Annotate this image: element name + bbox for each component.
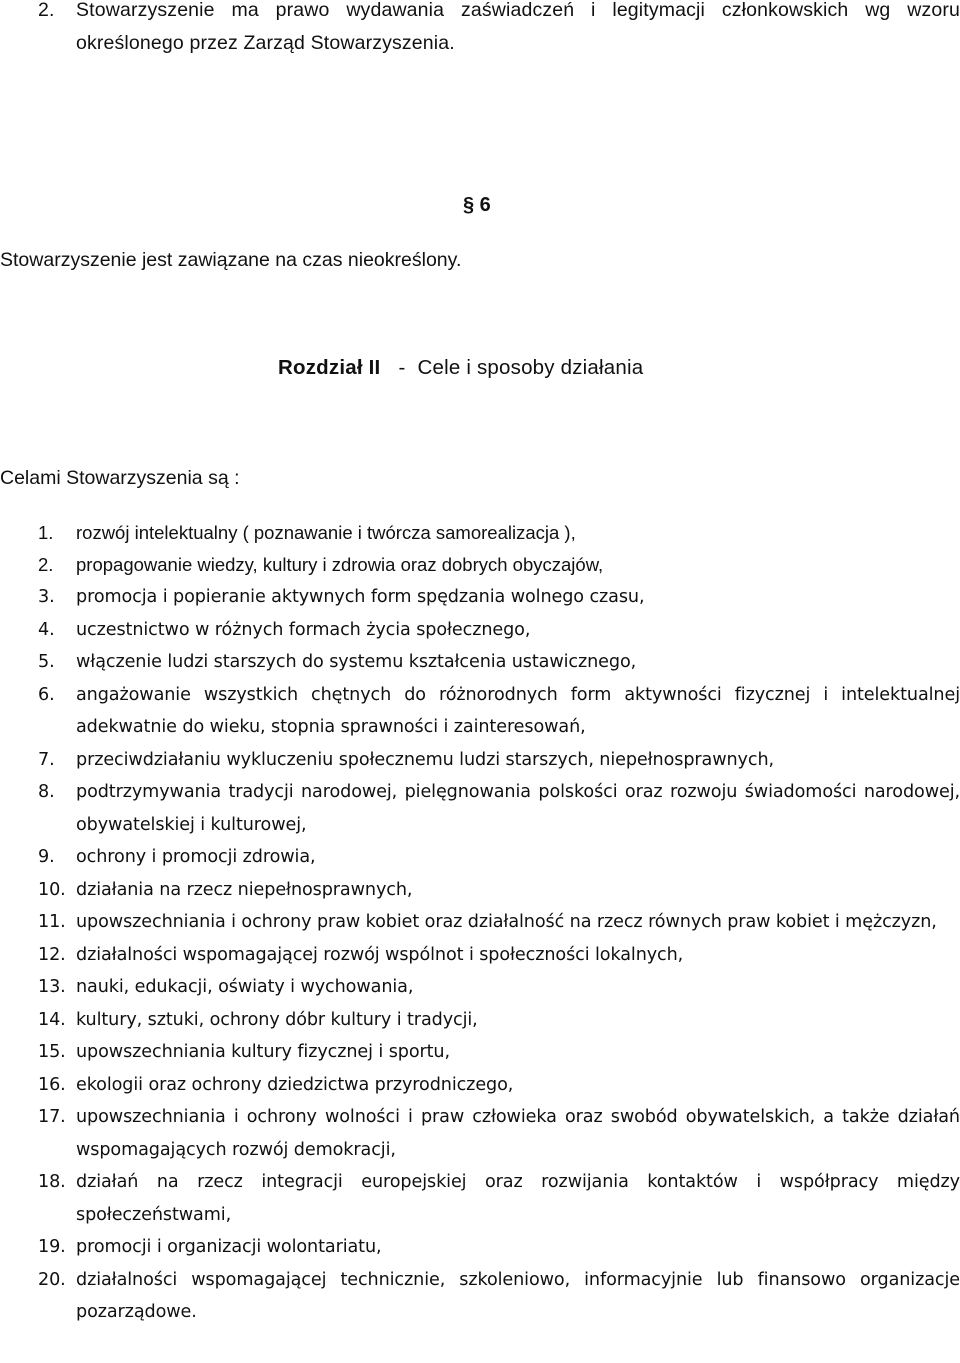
chapter-dash: - xyxy=(398,356,406,379)
list-item xyxy=(0,1004,960,1037)
list-item xyxy=(0,1264,960,1329)
list-item-number: 2. xyxy=(38,554,54,575)
goals-list xyxy=(0,517,960,581)
list-item-number: 2. xyxy=(38,0,55,21)
list-item-number: 4. xyxy=(38,619,55,640)
list-item xyxy=(0,0,960,60)
list-item xyxy=(0,549,960,581)
list-item xyxy=(0,939,960,972)
list-item-text: Stowarzyszenie ma prawo wydawania zaświadczeń i legitymacji członkowskich wg wzoru określonego przez Zarząd Stowarzyszenia. xyxy=(76,0,960,54)
list-item-text: ochrony i promocji zdrowia, xyxy=(76,847,316,867)
list-item-number: 19. xyxy=(38,1237,66,1257)
list-item xyxy=(0,1069,960,1102)
goals-list-continued xyxy=(0,581,960,1329)
list-item-text: włączenie ludzi starszych do systemu kształcenia ustawicznego, xyxy=(76,652,637,672)
list-item xyxy=(0,1036,960,1069)
membership-list xyxy=(0,0,960,60)
list-item-number: 18. xyxy=(38,1172,66,1192)
list-item-number: 16. xyxy=(38,1074,66,1095)
list-item xyxy=(0,517,960,549)
list-item-text: przeciwdziałaniu wykluczeniu społecznemu ludzi starszych, niepełnosprawnych, xyxy=(76,749,774,770)
list-item-number: 3. xyxy=(38,587,55,607)
list-item-number: 12. xyxy=(38,944,66,965)
list-item-number: 8. xyxy=(38,782,55,802)
list-item xyxy=(0,1166,960,1231)
list-item-text: ekologii oraz ochrony dziedzictwa przyrodniczego, xyxy=(76,1074,514,1095)
chapter-title: Cele i sposoby działania xyxy=(417,356,644,379)
list-item xyxy=(0,646,960,679)
list-item-number: 5. xyxy=(38,652,55,672)
list-item xyxy=(0,744,960,777)
list-item-number: 10. xyxy=(38,879,66,900)
list-item-number: 13. xyxy=(38,977,66,997)
list-item xyxy=(0,679,960,744)
list-item xyxy=(0,971,960,1004)
list-item-text: działania na rzecz niepełnosprawnych, xyxy=(76,879,413,900)
list-item-text: kultury, sztuki, ochrony dóbr kultury i tradycji, xyxy=(76,1009,478,1030)
list-item-text: upowszechniania kultury fizycznej i sportu, xyxy=(76,1042,450,1062)
list-item-number: 6. xyxy=(38,684,55,705)
list-item-number: 15. xyxy=(38,1042,66,1062)
list-item-text: uczestnictwo w różnych formach życia społecznego, xyxy=(76,619,531,640)
list-item xyxy=(0,874,960,907)
list-item xyxy=(0,841,960,874)
list-item-text: nauki, edukacji, oświaty i wychowania, xyxy=(76,977,414,997)
list-item-number: 9. xyxy=(38,847,55,867)
list-item-number: 11. xyxy=(38,912,66,932)
list-item-number: 14. xyxy=(38,1009,66,1030)
list-item-text: propagowanie wiedzy, kultury i zdrowia oraz dobrych obyczajów, xyxy=(76,554,604,575)
list-item-text: promocja i popieranie aktywnych form spędzania wolnego czasu, xyxy=(76,587,645,607)
list-item xyxy=(0,614,960,647)
list-item-number: 20. xyxy=(38,1269,66,1290)
list-item-text: działań na rzecz integracji europejskiej oraz rozwijania kontaktów i współpracy między społeczeństwami, xyxy=(76,1172,960,1225)
chapter-heading xyxy=(278,352,643,384)
list-item-text: upowszechniania i ochrony wolności i praw człowieka oraz swobód obywatelskich, a także działań wspomagających rozwój demokracji, xyxy=(76,1107,960,1160)
list-item-text: angażowanie wszystkich chętnych do różnorodnych form aktywności fizycznej i intelektualnej adekwatnie do wieku, stopnia sprawności i zainteresowań, xyxy=(76,684,960,737)
list-item xyxy=(0,1231,960,1264)
list-item-text: promocji i organizacji wolontariatu, xyxy=(76,1237,382,1257)
list-item-text: rozwój intelektualny ( poznawanie i twórcza samorealizacja ), xyxy=(76,522,576,543)
list-item-number: 1. xyxy=(38,522,54,543)
list-item xyxy=(0,776,960,841)
list-item-number: 17. xyxy=(38,1107,66,1127)
list-item-text: działalności wspomagającej rozwój wspólnot i społeczności lokalnych, xyxy=(76,944,684,965)
list-item xyxy=(0,1101,960,1166)
list-item xyxy=(0,906,960,939)
list-item-text: działalności wspomagającej technicznie, szkoleniowo, informacyjnie lub finansowo organizacje pozarządowe. xyxy=(76,1269,960,1322)
paragraph-sentence: Stowarzyszenie jest zawiązane na czas nieokreślony. xyxy=(0,249,462,271)
list-item-text: upowszechniania i ochrony praw kobiet oraz działalność na rzecz równych praw kobiet i mężczyzn, xyxy=(76,912,937,932)
list-item xyxy=(0,581,960,614)
list-item-number: 7. xyxy=(38,749,55,770)
list-item-text: podtrzymywania tradycji narodowej, pielęgnowania polskości oraz rozwoju świadomości narodowej, obywatelskiej i kulturowej, xyxy=(76,782,960,835)
chapter-number: Rozdział II xyxy=(278,356,381,379)
paragraph-symbol: § 6 xyxy=(463,194,491,216)
goals-intro: Celami Stowarzyszenia są : xyxy=(0,467,240,489)
